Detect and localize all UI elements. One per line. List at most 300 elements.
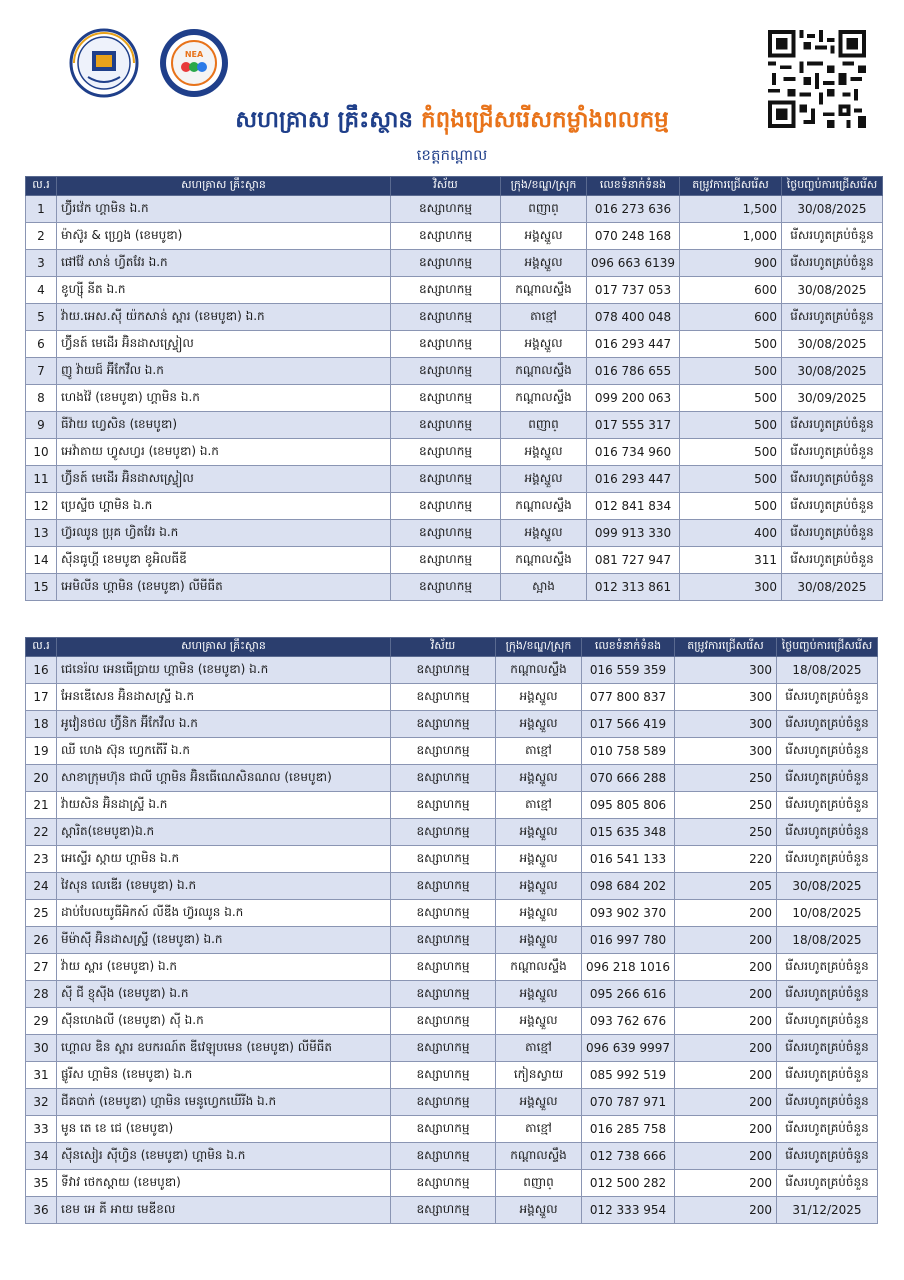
sector: ឧស្សាហកម្ម (391, 439, 501, 466)
table-row (26, 1197, 878, 1224)
required-workers: 200 (675, 1062, 777, 1089)
district: អង្គស្នួល (496, 927, 582, 954)
phone-number: 010 758 589 (582, 738, 675, 765)
enterprise-name: ខេម អេ គី អាយ មេឌីខល (57, 1197, 391, 1224)
sector: ឧស្សាហកម្ម (391, 574, 501, 601)
sector: ឧស្សាហកម្ម (391, 1008, 496, 1035)
table-row (26, 520, 883, 547)
district: កណ្ដាលស្ទឹង (501, 385, 587, 412)
row-number: 6 (26, 331, 57, 358)
phone-number: 078 400 048 (587, 304, 680, 331)
row-number: 2 (26, 223, 57, 250)
required-workers: 300 (675, 711, 777, 738)
enterprise-name: ហ្គោល ឌិន ស្ពារ ឧបករណ៍ត ឌីវេឡុបមេន (ខេមបូឌា) លីមីធីត (57, 1035, 391, 1062)
deadline: រើសរហូតគ្រប់ចំនួន (777, 1062, 878, 1089)
deadline: 30/08/2025 (782, 331, 883, 358)
row-number: 33 (26, 1116, 57, 1143)
enterprise-name: ហ្វ៊ីនត៍ មេដើរ អ៊ិនដាសស្ទ្រៀល (57, 331, 391, 358)
enterprise-name: ស៊ី ជី ខ្ញុស៊ីង (ខេមបូឌា) ឯ.ក (57, 981, 391, 1008)
deadline: 10/08/2025 (777, 900, 878, 927)
deadline: រើសរហូតគ្រប់ចំនួន (777, 1089, 878, 1116)
deadline: រើសរហូតគ្រប់ចំនួន (782, 466, 883, 493)
row-number: 27 (26, 954, 57, 981)
row-number: 32 (26, 1089, 57, 1116)
required-workers: 250 (675, 819, 777, 846)
required-workers: 200 (675, 1008, 777, 1035)
required-workers: 300 (675, 657, 777, 684)
deadline: 31/12/2025 (777, 1197, 878, 1224)
nea-logo (156, 27, 232, 99)
district: អង្គស្នួល (496, 1089, 582, 1116)
phone-number: 016 559 359 (582, 657, 675, 684)
required-workers: 900 (680, 250, 782, 277)
phone-number: 012 841 834 (587, 493, 680, 520)
phone-number: 077 800 837 (582, 684, 675, 711)
district: ពញាព្ (496, 1170, 582, 1197)
deadline: រើសរហូតគ្រប់ចំនួន (777, 846, 878, 873)
phone-number: 096 218 1016 (582, 954, 675, 981)
table-row (26, 927, 878, 954)
required-workers: 311 (680, 547, 782, 574)
phone-number: 016 541 133 (582, 846, 675, 873)
table-header-row (26, 177, 883, 196)
table-row (26, 1035, 878, 1062)
col-deadline: ថ្ងៃបញ្ចប់ការជ្រើសរើស (777, 638, 878, 657)
row-number: 11 (26, 466, 57, 493)
table-row (26, 873, 878, 900)
deadline: រើសរហូតគ្រប់ចំនួន (777, 954, 878, 981)
district: អង្គស្នួល (501, 250, 587, 277)
enterprise-name: វ៉ាយសិន អ៊ិនដាស្ទ្រី ឯ.ក (57, 792, 391, 819)
phone-number: 012 500 282 (582, 1170, 675, 1197)
deadline: រើសរហូតគ្រប់ចំនួន (777, 981, 878, 1008)
enterprise-name: ស្តារិត(ខេមបូឌា)ឯ.ក (57, 819, 391, 846)
sector: ឧស្សាហកម្ម (391, 657, 496, 684)
enterprise-name: ធីវ៉ាយ ហ្វេសិន (ខេមបូឌា) (57, 412, 391, 439)
sector: ឧស្សាហកម្ម (391, 520, 501, 547)
required-workers: 500 (680, 466, 782, 493)
deadline: រើសរហូតគ្រប់ចំនួន (777, 1116, 878, 1143)
sector: ឧស្សាហកម្ម (391, 900, 496, 927)
enterprise-name: វៃសុន លេឌើរ (ខេមបូឌា) ឯ.ក (57, 873, 391, 900)
district: អង្គស្នួល (496, 1197, 582, 1224)
table-row (26, 466, 883, 493)
phone-number: 016 734 960 (587, 439, 680, 466)
table-row (26, 277, 883, 304)
sector: ឧស្សាហកម្ម (391, 981, 496, 1008)
district: អង្គស្នួល (501, 520, 587, 547)
enterprise-name: ស៊ីនធូហ្គី ខេមបូឌា ខូអិលធីឌី (57, 547, 391, 574)
required-workers: 300 (675, 738, 777, 765)
sector: ឧស្សាហកម្ម (391, 792, 496, 819)
table-row (26, 711, 878, 738)
table-row (26, 738, 878, 765)
table-row (26, 223, 883, 250)
col-deadline: ថ្ងៃបញ្ចប់ការជ្រើសរើស (782, 177, 883, 196)
table-row (26, 358, 883, 385)
district: អង្គស្នួល (496, 711, 582, 738)
sector: ឧស្សាហកម្ម (391, 196, 501, 223)
deadline: រើសរហូតគ្រប់ចំនួន (777, 684, 878, 711)
phone-number: 070 248 168 (587, 223, 680, 250)
required-workers: 200 (675, 1143, 777, 1170)
required-workers: 400 (680, 520, 782, 547)
phone-number: 012 738 666 (582, 1143, 675, 1170)
table-row (26, 1170, 878, 1197)
phone-number: 099 913 330 (587, 520, 680, 547)
required-workers: 1,500 (680, 196, 782, 223)
district: អង្គស្នួល (496, 900, 582, 927)
table-row (26, 304, 883, 331)
row-number: 15 (26, 574, 57, 601)
table-row (26, 574, 883, 601)
district: អង្គស្នួល (496, 684, 582, 711)
phone-number: 081 727 947 (587, 547, 680, 574)
district: អង្គស្នួល (496, 765, 582, 792)
phone-number: 017 737 053 (587, 277, 680, 304)
deadline: 18/08/2025 (777, 927, 878, 954)
deadline: រើសរហូតគ្រប់ចំនួន (782, 304, 883, 331)
row-number: 36 (26, 1197, 57, 1224)
title-accent: កំពុងជ្រើសរើសកម្លាំងពលកម្ម (421, 107, 669, 133)
district: កណ្ដាលស្ទឹង (496, 657, 582, 684)
phone-number: 093 762 676 (582, 1008, 675, 1035)
district: ពញាព្ (501, 412, 587, 439)
enterprise-name: ហេងវ៉ៃ (ខេមបូឌា) ហ្គាមិន ឯ.ក (57, 385, 391, 412)
phone-number: 016 997 780 (582, 927, 675, 954)
deadline: 30/08/2025 (782, 574, 883, 601)
enterprise-name: សាខាក្រុមហ៊ុន ជាលី ហ្គាមិន អ៊ិនធើណេសិនណល (ខេមបូឌា) (57, 765, 391, 792)
row-number: 7 (26, 358, 57, 385)
deadline: រើសរហូតគ្រប់ចំនួន (777, 1143, 878, 1170)
enterprise-name: មីម៉ាស៊ី អ៊ិនដាសស្ទ្រី (ខេមបូឌា) ឯ.ក (57, 927, 391, 954)
deadline: រើសរហូតគ្រប់ចំនួន (777, 1035, 878, 1062)
enterprise-name: ម៉ាស៊ូរ & ហ្វ្រេង (ខេមបូឌា) (57, 223, 391, 250)
table-row (26, 657, 878, 684)
table-row (26, 981, 878, 1008)
district: ស្អាង (501, 574, 587, 601)
sector: ឧស្សាហកម្ម (391, 846, 496, 873)
required-workers: 200 (675, 1089, 777, 1116)
row-number: 28 (26, 981, 57, 1008)
required-workers: 205 (675, 873, 777, 900)
phone-number: 016 786 655 (587, 358, 680, 385)
district: អង្គស្នួល (496, 846, 582, 873)
row-number: 34 (26, 1143, 57, 1170)
row-number: 4 (26, 277, 57, 304)
row-number: 24 (26, 873, 57, 900)
row-number: 25 (26, 900, 57, 927)
row-number: 35 (26, 1170, 57, 1197)
sector: ឧស្សាហកម្ម (391, 1035, 496, 1062)
table-row (26, 196, 883, 223)
table-row (26, 819, 878, 846)
deadline: រើសរហូតគ្រប់ចំនួន (782, 547, 883, 574)
deadline: រើសរហូតគ្រប់ចំនួន (782, 412, 883, 439)
phone-number: 017 566 419 (582, 711, 675, 738)
row-number: 9 (26, 412, 57, 439)
sector: ឧស្សាហកម្ម (391, 412, 501, 439)
required-workers: 500 (680, 439, 782, 466)
sector: ឧស្សាហកម្ម (391, 1116, 496, 1143)
row-number: 20 (26, 765, 57, 792)
deadline: រើសរហូតគ្រប់ចំនួន (782, 493, 883, 520)
row-number: 17 (26, 684, 57, 711)
enterprise-name: ស៊ីនសៀរ ស៊ីហ្វិន (ខេមបូឌា) ហ្គាមិន ឯ.ក (57, 1143, 391, 1170)
required-workers: 500 (680, 331, 782, 358)
deadline: 18/08/2025 (777, 657, 878, 684)
province-subtitle: ខេត្តកណ្ដាល (416, 146, 488, 164)
deadline: រើសរហូតគ្រប់ចំនួន (777, 765, 878, 792)
required-workers: 500 (680, 358, 782, 385)
enterprise-name: អូវៀនថល ហ្វ៊ីនិក អ៊ីកែវឹល ឯ.ក (57, 711, 391, 738)
col-enterprise: សហគ្រាស គ្រឹះស្ថាន (57, 638, 391, 657)
row-number: 5 (26, 304, 57, 331)
col-sector: វិស័យ (391, 638, 496, 657)
enterprise-name: ហ្វ៊ីរវ៉េក ហ្គាមិន ឯ.ក (57, 196, 391, 223)
enterprise-name: វ៉ាយ ស្ពារ (ខេមបូឌា) ឯ.ក (57, 954, 391, 981)
required-workers: 250 (675, 765, 777, 792)
col-need: តម្រូវការជ្រើសរើស (675, 638, 777, 657)
table-row (26, 1089, 878, 1116)
deadline: 30/09/2025 (782, 385, 883, 412)
required-workers: 200 (675, 1035, 777, 1062)
district: អង្គស្នួល (496, 873, 582, 900)
row-number: 23 (26, 846, 57, 873)
col-no: ល.រ (26, 177, 57, 196)
table-row (26, 439, 883, 466)
district: តាខ្មៅ (501, 304, 587, 331)
required-workers: 300 (675, 684, 777, 711)
phone-number: 070 787 971 (582, 1089, 675, 1116)
sector: ឧស្សាហកម្ម (391, 1143, 496, 1170)
enterprise-name: ហ៊្វរឈូន ប្រុគ ហ្វិតវែរ ឯ.ក (57, 520, 391, 547)
district: អង្គស្នួល (501, 223, 587, 250)
sector: ឧស្សាហកម្ម (391, 331, 501, 358)
row-number: 8 (26, 385, 57, 412)
deadline: រើសរហូតគ្រប់ចំនួន (777, 711, 878, 738)
sector: ឧស្សាហកម្ម (391, 493, 501, 520)
sector: ឧស្សាហកម្ម (391, 223, 501, 250)
row-number: 14 (26, 547, 57, 574)
row-number: 22 (26, 819, 57, 846)
required-workers: 200 (675, 927, 777, 954)
svg-text:NEA: NEA (184, 50, 204, 59)
enterprise-name: មូន តេ ខេ ជេ (ខេមបូឌា) (57, 1116, 391, 1143)
col-need: តម្រូវការជ្រើសរើស (680, 177, 782, 196)
phone-number: 095 805 806 (582, 792, 675, 819)
sector: ឧស្សាហកម្ម (391, 547, 501, 574)
row-number: 1 (26, 196, 57, 223)
district: អង្គស្នួល (496, 981, 582, 1008)
title-main: សហគ្រាស គ្រឹះស្ថាន (235, 107, 414, 133)
sector: ឧស្សាហកម្ម (391, 738, 496, 765)
district: កណ្ដាលស្ទឹង (501, 358, 587, 385)
enterprise-name: អេមិលីន ហ្គាមិន (ខេមបូឌា) លីមីធីត (57, 574, 391, 601)
col-district: ក្រុង/ខណ្ឌ/ស្រុក (501, 177, 587, 196)
deadline: រើសរហូតគ្រប់ចំនួន (782, 520, 883, 547)
enterprise-name: ហ្វ៊ីនត៍ មេដើរ អ៊ិនដាសស្ទ្រៀល (57, 466, 391, 493)
row-number: 10 (26, 439, 57, 466)
table-row (26, 385, 883, 412)
district: កណ្ដាលស្ទឹង (501, 493, 587, 520)
district: តាខ្មៅ (496, 1116, 582, 1143)
district: តាខ្មៅ (496, 1035, 582, 1062)
enterprise-name: អេវ៉ាតាយ ហ្វូសហ្វរ (ខេមបូឌា) ឯ.ក (57, 439, 391, 466)
table-header-row (26, 638, 878, 657)
required-workers: 200 (675, 1170, 777, 1197)
required-workers: 500 (680, 493, 782, 520)
phone-number: 070 666 288 (582, 765, 675, 792)
deadline: រើសរហូតគ្រប់ចំនួន (777, 819, 878, 846)
deadline: រើសរហូតគ្រប់ចំនួន (777, 792, 878, 819)
required-workers: 300 (680, 574, 782, 601)
col-no: ល.រ (26, 638, 57, 657)
district: តាខ្មៅ (496, 738, 582, 765)
row-number: 13 (26, 520, 57, 547)
sector: ឧស្សាហកម្ម (391, 684, 496, 711)
required-workers: 200 (675, 981, 777, 1008)
table-row (26, 792, 878, 819)
row-number: 18 (26, 711, 57, 738)
sector: ឧស្សាហកម្ម (391, 1197, 496, 1224)
phone-number: 093 902 370 (582, 900, 675, 927)
table-row (26, 765, 878, 792)
deadline: រើសរហូតគ្រប់ចំនួន (782, 223, 883, 250)
deadline: 30/08/2025 (777, 873, 878, 900)
sector: ឧស្សាហកម្ម (391, 358, 501, 385)
phone-number: 012 313 861 (587, 574, 680, 601)
sector: ឧស្សាហកម្ម (391, 304, 501, 331)
district: តាខ្មៅ (496, 792, 582, 819)
district: អង្គស្នួល (501, 331, 587, 358)
sector: ឧស្សាហកម្ម (391, 1089, 496, 1116)
deadline: រើសរហូតគ្រប់ចំនួន (777, 738, 878, 765)
table-row (26, 900, 878, 927)
deadline: រើសរហូតគ្រប់ចំនួន (782, 439, 883, 466)
table-row (26, 954, 878, 981)
sector: ឧស្សាហកម្ម (391, 954, 496, 981)
deadline: 30/08/2025 (782, 358, 883, 385)
district: អង្គស្នួល (501, 466, 587, 493)
col-sector: វិស័យ (391, 177, 501, 196)
required-workers: 600 (680, 304, 782, 331)
table-row (26, 1143, 878, 1170)
required-workers: 200 (675, 900, 777, 927)
row-number: 21 (26, 792, 57, 819)
row-number: 12 (26, 493, 57, 520)
table-row (26, 1062, 878, 1089)
row-number: 19 (26, 738, 57, 765)
sector: ឧស្សាហកម្ម (391, 250, 501, 277)
phone-number: 098 684 202 (582, 873, 675, 900)
table-row (26, 493, 883, 520)
deadline: 30/08/2025 (782, 196, 883, 223)
phone-number: 017 555 317 (587, 412, 680, 439)
deadline: រើសរហូតគ្រប់ចំនួន (782, 250, 883, 277)
sector: ឧស្សាហកម្ម (391, 1062, 496, 1089)
sector: ឧស្សាហកម្ម (391, 385, 501, 412)
page-title (0, 106, 904, 139)
required-workers: 200 (675, 954, 777, 981)
district: កណ្ដាលស្ទឹង (496, 954, 582, 981)
sector: ឧស្សាហកម្ម (391, 927, 496, 954)
table-row (26, 1116, 878, 1143)
row-number: 29 (26, 1008, 57, 1035)
enterprise-name: ផ្លូរីស ហ្គាមិន (ខេមបូឌា) ឯ.ក (57, 1062, 391, 1089)
deadline: 30/08/2025 (782, 277, 883, 304)
enterprise-name: ស៊ីនហេងលី (ខេមបូឌា) ស៊ី ឯ.ក (57, 1008, 391, 1035)
phone-number: 095 266 616 (582, 981, 675, 1008)
enterprise-name: ជីគបាក់ (ខេមបូឌា) ហ្គាមិន មេនូហ្វេកឃើរីង ឯ.ក (57, 1089, 391, 1116)
district: អង្គស្នួល (501, 439, 587, 466)
table-row (26, 412, 883, 439)
phone-number: 096 639 9997 (582, 1035, 675, 1062)
table-row (26, 331, 883, 358)
deadline: រើសរហូតគ្រប់ចំនួន (777, 1008, 878, 1035)
district: កណ្ដាលស្ទឹង (501, 277, 587, 304)
col-phone: លេខទំនាក់ទំនង (582, 638, 675, 657)
enterprise-name: ខូហ្ស៊ី នីត ឯ.ក (57, 277, 391, 304)
enterprise-name: អេស្ទើរ ស្កាយ ហ្គាមិន ឯ.ក (57, 846, 391, 873)
row-number: 16 (26, 657, 57, 684)
sector: ឧស្សាហកម្ម (391, 765, 496, 792)
row-number: 3 (26, 250, 57, 277)
table-row (26, 1008, 878, 1035)
enterprise-name: ទីវាវ ថេកស្តាយ (ខេមបូឌា) (57, 1170, 391, 1197)
enterprise-name: ផៅវ៉ែ សាន់ ហ្វីតវែរ ឯ.ក (57, 250, 391, 277)
enterprise-name: ជេនេរ៉ល អេនធើប្រាយ ហ្គាមិន (ខេមបូឌា) ឯ.ក (57, 657, 391, 684)
sector: ឧស្សាហកម្ម (391, 873, 496, 900)
enterprise-name: អែនឌើសេន អ៊ិនដាសស្ទ្រី ឯ.ក (57, 684, 391, 711)
phone-number: 016 293 447 (587, 466, 680, 493)
enterprise-name: ប្រេស្ទីច ហ្គាមិន ឯ.ក (57, 493, 391, 520)
required-workers: 500 (680, 385, 782, 412)
phone-number: 016 285 758 (582, 1116, 675, 1143)
phone-number: 085 992 519 (582, 1062, 675, 1089)
district: ពញាព្ (501, 196, 587, 223)
enterprise-name: ឈី ហេង ស៊ុន ហ្វេកតើរី ឯ.ក (57, 738, 391, 765)
required-workers: 250 (675, 792, 777, 819)
enterprise-name: ដាប់បែលយូធីអិកស៍ លីឌីង ហ៊្វរឈូន ឯ.ក (57, 900, 391, 927)
required-workers: 200 (675, 1197, 777, 1224)
table-row (26, 250, 883, 277)
required-workers: 220 (675, 846, 777, 873)
phone-number: 099 200 063 (587, 385, 680, 412)
row-number: 26 (26, 927, 57, 954)
district: កណ្ដាលស្ទឹង (496, 1143, 582, 1170)
table-row (26, 684, 878, 711)
enterprise-table-2 (25, 637, 878, 1224)
required-workers: 500 (680, 412, 782, 439)
phone-number: 015 635 348 (582, 819, 675, 846)
phone-number: 016 273 636 (587, 196, 680, 223)
row-number: 30 (26, 1035, 57, 1062)
district: អង្គស្នួល (496, 819, 582, 846)
sector: ឧស្សាហកម្ម (391, 819, 496, 846)
col-district: ក្រុង/ខណ្ឌ/ស្រុក (496, 638, 582, 657)
phone-number: 016 293 447 (587, 331, 680, 358)
sector: ឧស្សាហកម្ម (391, 711, 496, 738)
table-row (26, 846, 878, 873)
district: កៀនស្វាយ (496, 1062, 582, 1089)
district: អង្គស្នួល (496, 1008, 582, 1035)
phone-number: 096 663 6139 (587, 250, 680, 277)
district: កណ្ដាលស្ទឹង (501, 547, 587, 574)
required-workers: 200 (675, 1116, 777, 1143)
phone-number: 012 333 954 (582, 1197, 675, 1224)
enterprise-name: ញូ វ៉ាយជ៍ អ៊ីកែវឹល ឯ.ក (57, 358, 391, 385)
